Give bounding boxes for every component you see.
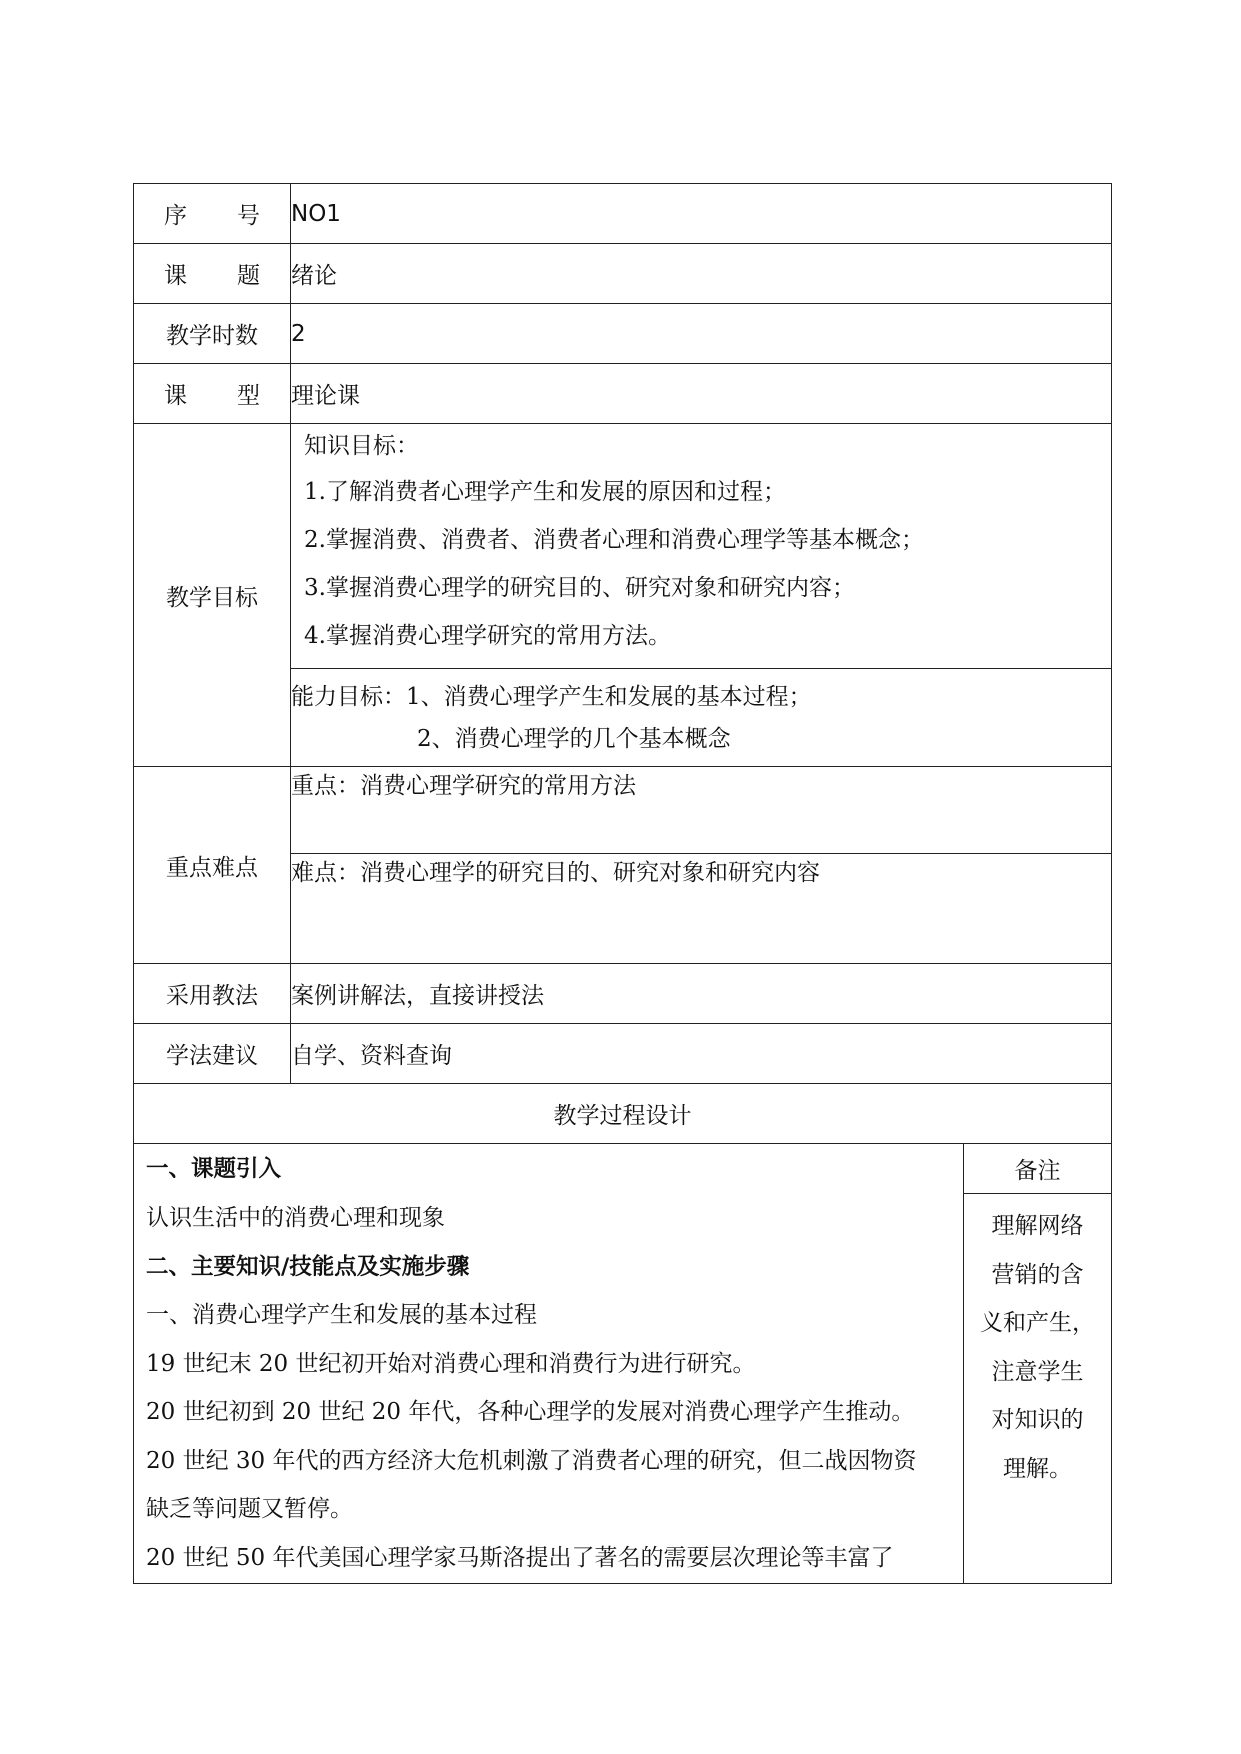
knowledge-item: 4.掌握消费心理学研究的常用方法。 <box>304 623 671 649</box>
note-line: 注意学生 <box>991 1358 1084 1385</box>
label-objectives: 教学目标 <box>134 424 291 767</box>
label-type: 课 型 <box>134 364 291 424</box>
value-hours: 2 <box>291 304 1112 364</box>
note-title: 备注 <box>964 1144 1112 1194</box>
label-topic: 课 题 <box>134 244 291 304</box>
difficult-point: 难点：消费心理学的研究目的、研究对象和研究内容 <box>291 854 1112 964</box>
value-topic: 绪论 <box>291 244 1112 304</box>
label-study: 学法建议 <box>134 1024 291 1084</box>
value-type: 理论课 <box>291 364 1112 424</box>
key-point: 重点：消费心理学研究的常用方法 <box>291 767 1112 854</box>
knowledge-item: 1.了解消费者心理学产生和发展的原因和过程； <box>304 479 786 505</box>
row-number <box>134 184 1112 244</box>
note-line: 营销的含 <box>991 1261 1084 1288</box>
process-content <box>134 1144 964 1584</box>
row-process-head <box>134 1144 1112 1194</box>
process-line: 缺乏等问题又暂停。 <box>146 1496 353 1522</box>
value-methods: 案例讲解法，直接讲授法 <box>291 964 1112 1024</box>
row-type <box>134 364 1112 424</box>
note-line: 义和产生， <box>980 1310 1095 1336</box>
row-key-point <box>134 767 1112 854</box>
row-topic <box>134 244 1112 304</box>
process-line: 20 世纪 50 年代美国心理学家马斯洛提出了著名的需要层次理论等丰富了 <box>146 1544 894 1571</box>
row-study <box>134 1024 1112 1084</box>
label-hours: 教学时数 <box>134 304 291 364</box>
process-line: 20 世纪初到 20 世纪 20 年代，各种心理学的发展对消费心理学产生推动。 <box>146 1399 915 1425</box>
process-title: 教学过程设计 <box>134 1084 1112 1144</box>
process-line: 认识生活中的消费心理和现象 <box>146 1205 445 1231</box>
process-line: 二、主要知识/技能点及实施步骤 <box>146 1253 470 1280</box>
label-key-points: 重点难点 <box>134 767 291 964</box>
value-number: NO1 <box>291 184 1112 244</box>
process-line: 19 世纪末 20 世纪初开始对消费心理和消费行为进行研究。 <box>146 1350 756 1377</box>
process-line: 一、消费心理学产生和发展的基本过程 <box>146 1302 537 1328</box>
knowledge-title: 知识目标： <box>304 433 419 459</box>
label-number: 序 号 <box>134 184 291 244</box>
ability-objectives <box>291 669 1112 767</box>
row-methods <box>134 964 1112 1024</box>
process-line: 一、课题引入 <box>146 1156 282 1182</box>
knowledge-item: 2.掌握消费、消费者、消费者心理和消费心理学等基本概念； <box>304 527 924 553</box>
row-process-title <box>134 1084 1112 1144</box>
value-study: 自学、资料查询 <box>291 1024 1112 1084</box>
process-line: 20 世纪 30 年代的西方经济大危机刺激了消费者心理的研究，但二战因物资 <box>146 1447 917 1474</box>
ability-line: 能力目标：1、消费心理学产生和发展的基本过程； <box>291 683 812 710</box>
note-line: 理解。 <box>1003 1455 1072 1482</box>
knowledge-item: 3.掌握消费心理学的研究目的、研究对象和研究内容； <box>304 575 855 601</box>
ability-line: 2、消费心理学的几个基本概念 <box>417 725 731 752</box>
note-body <box>964 1194 1112 1584</box>
note-line: 理解网络 <box>991 1213 1084 1239</box>
knowledge-objectives <box>291 424 1112 669</box>
row-hours <box>134 304 1112 364</box>
note-line: 对知识的 <box>991 1407 1084 1433</box>
label-methods: 采用教法 <box>134 964 291 1024</box>
row-objectives-knowledge <box>134 424 1112 669</box>
lesson-plan-table <box>133 183 1112 1584</box>
